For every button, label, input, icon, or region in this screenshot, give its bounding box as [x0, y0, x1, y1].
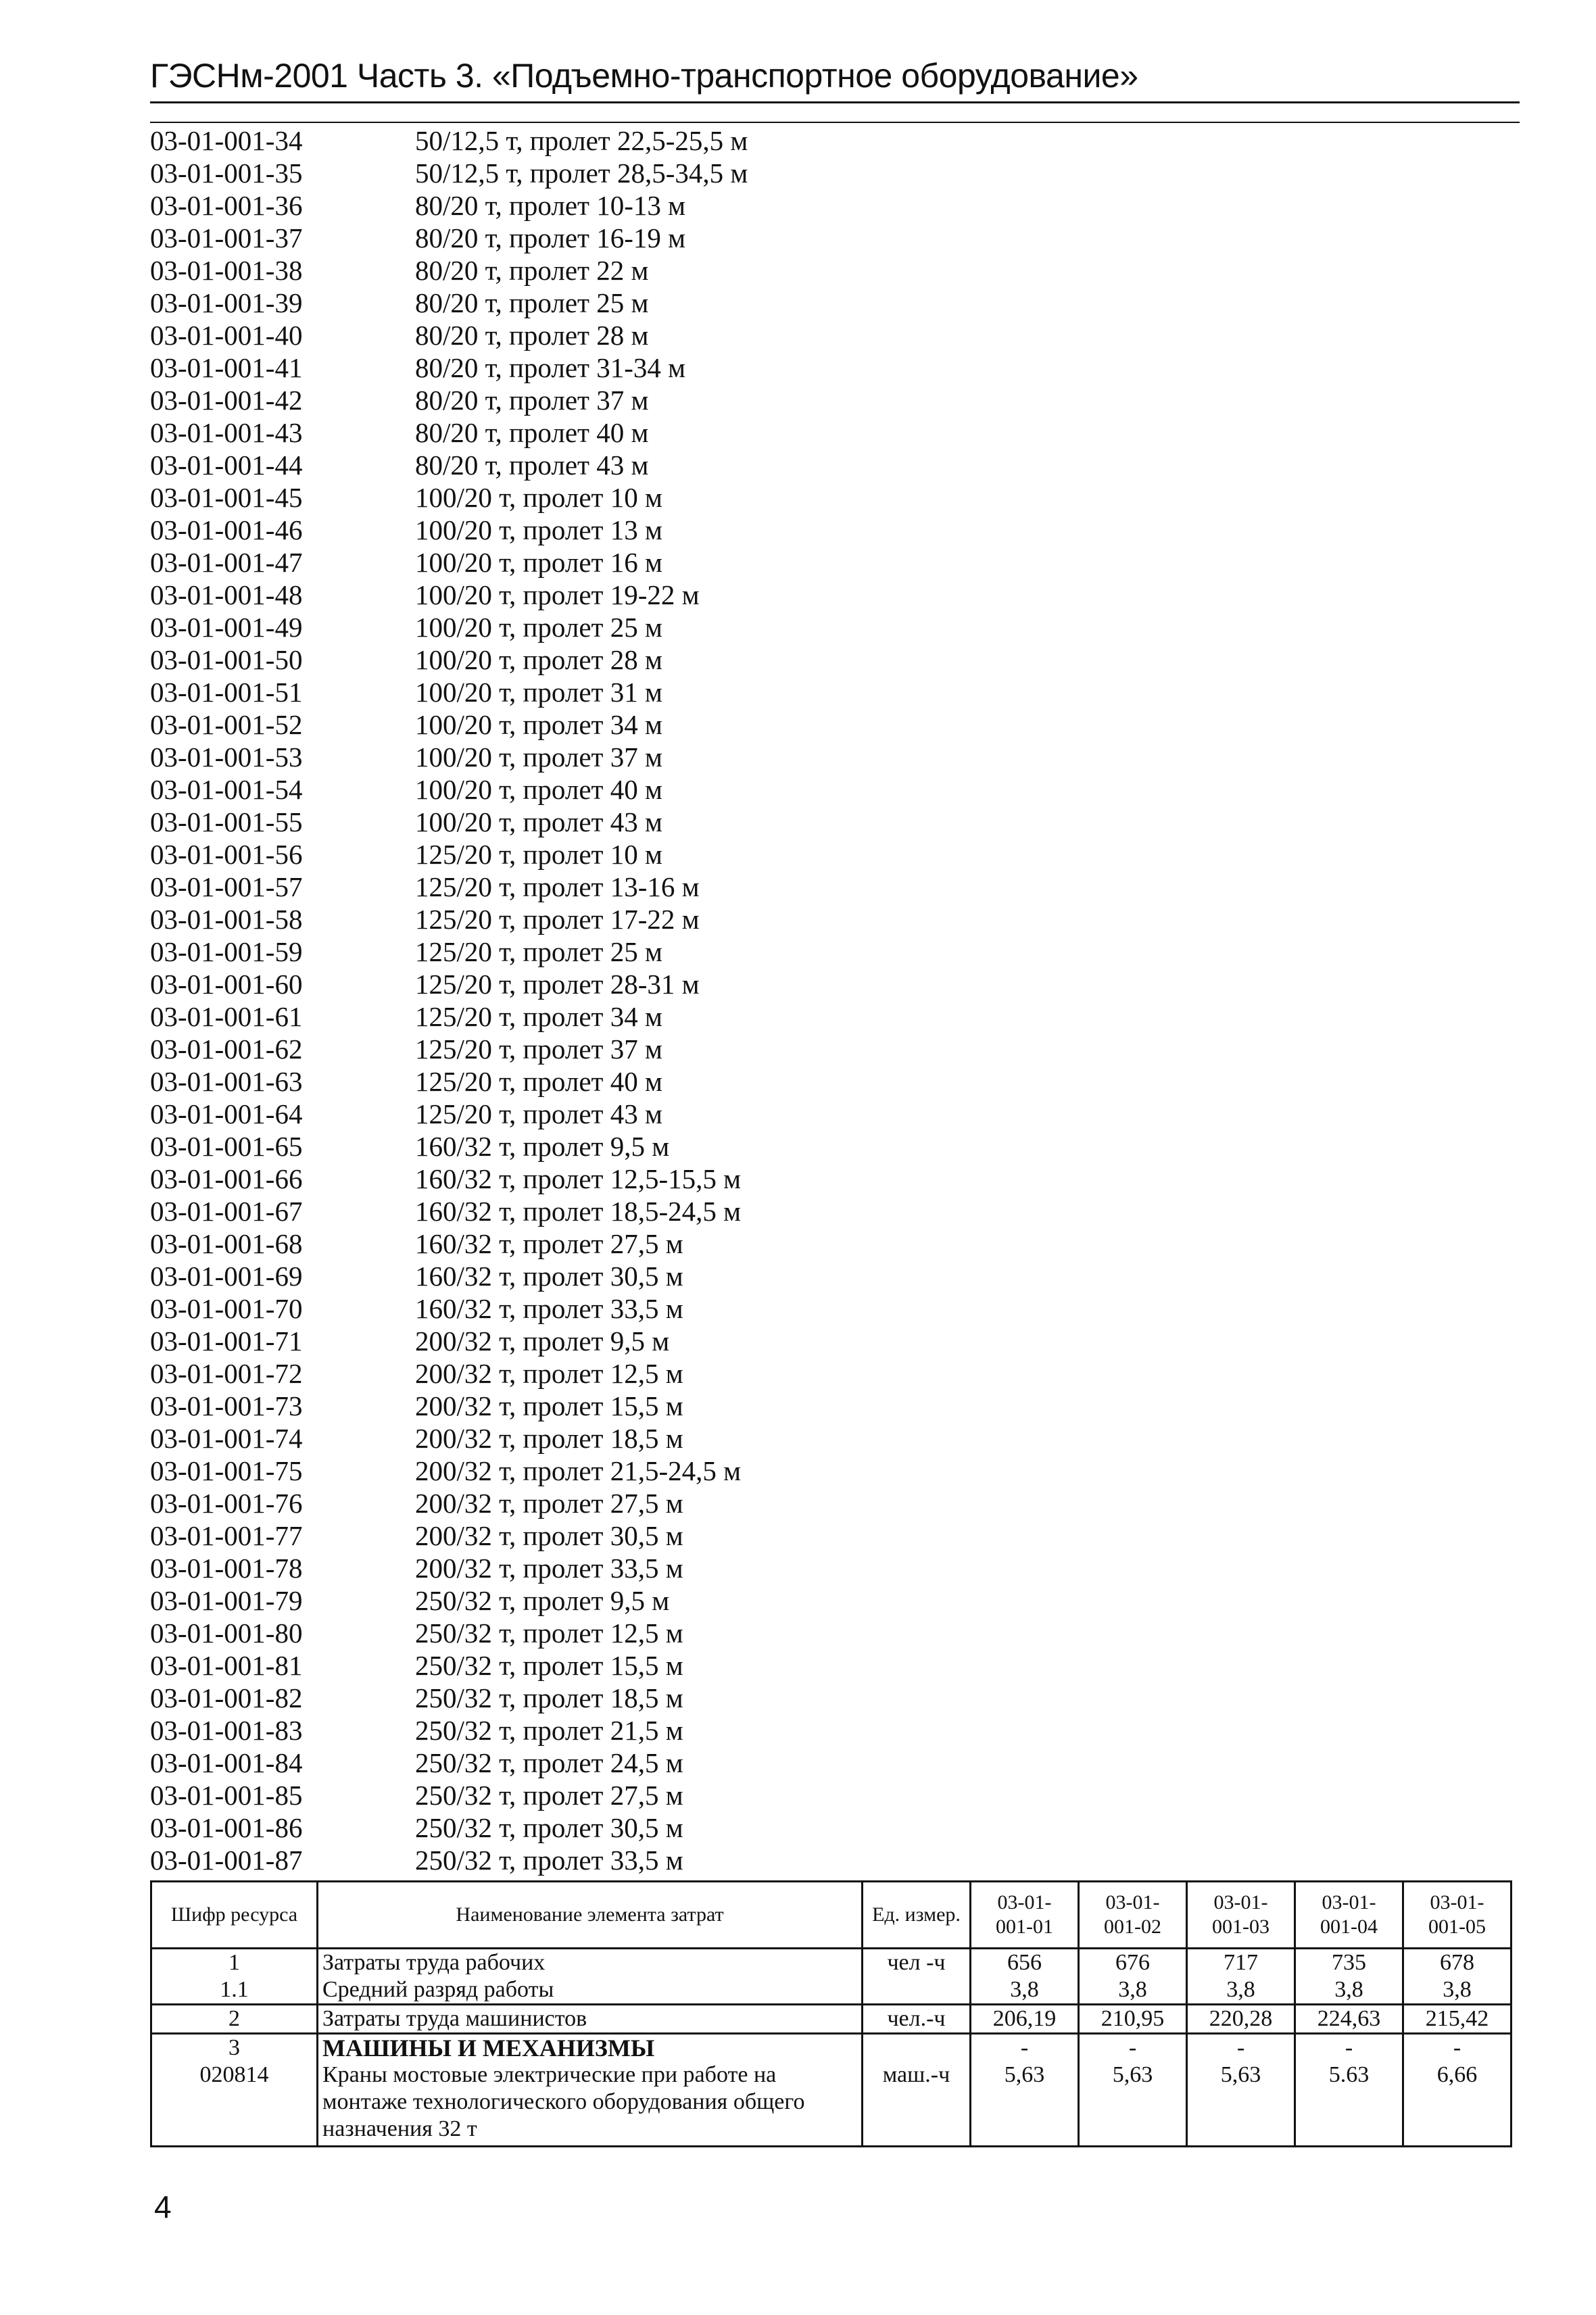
norm-code: 03-01-001-66	[150, 1163, 303, 1194]
code-list-item	[150, 481, 961, 514]
code-list-item	[150, 1033, 961, 1065]
cell-value: 735	[1295, 1949, 1403, 1977]
norm-description: 125/20 т, пролет 28-31 м	[415, 969, 700, 1000]
machine-name: Краны мостовые электрические при работе на монтаже технологического оборудования общего назначения 32 т	[322, 2062, 805, 2141]
cell-value: 210,95	[1079, 2005, 1187, 2034]
cell-value	[971, 2034, 1079, 2147]
cell-value: 3,8	[1295, 1976, 1403, 2005]
code-list-item	[150, 903, 961, 935]
code-list-item	[150, 514, 961, 546]
code-list-item	[150, 935, 961, 968]
cell-name	[318, 2034, 863, 2147]
norm-description: 80/20 т, пролет 37 м	[415, 385, 649, 416]
norm-code: 03-01-001-83	[150, 1715, 303, 1746]
code-list-item	[150, 1714, 961, 1747]
code-list-item	[150, 449, 961, 481]
norm-code: 03-01-001-38	[150, 255, 303, 286]
code-list-item	[150, 1844, 961, 1876]
norm-description: 250/32 т, пролет 30,5 м	[415, 1812, 683, 1843]
norm-description: 200/32 т, пролет 15,5 м	[415, 1390, 683, 1421]
cell-name: Средний разряд работы	[318, 1976, 863, 2005]
cell-unit	[863, 2034, 971, 2147]
norm-description: 100/20 т, пролет 34 м	[415, 709, 662, 740]
table-row	[151, 2034, 1512, 2147]
code-list-item	[150, 1552, 961, 1584]
norm-description: 200/32 т, пролет 27,5 м	[415, 1488, 683, 1519]
norm-code: 03-01-001-40	[150, 320, 303, 351]
norm-code: 03-01-001-46	[150, 514, 303, 545]
code-list-item	[150, 254, 961, 287]
norm-code: 03-01-001-79	[150, 1585, 303, 1616]
code-list-item	[150, 1455, 961, 1487]
norm-code: 03-01-001-69	[150, 1261, 303, 1292]
code-list-item	[150, 1617, 961, 1649]
cell-value: 678	[1403, 1949, 1512, 1977]
norm-code: 03-01-001-45	[150, 482, 303, 513]
norm-description: 125/20 т, пролет 10 м	[415, 839, 662, 870]
norm-description: 80/20 т, пролет 25 м	[415, 287, 649, 318]
code-list-item	[150, 351, 961, 384]
norm-description: 100/20 т, пролет 43 м	[415, 806, 662, 837]
norm-description: 125/20 т, пролет 17-22 м	[415, 904, 700, 935]
table-header-row	[151, 1882, 1512, 1949]
norm-code: 03-01-001-34	[150, 125, 303, 156]
norm-description: 160/32 т, пролет 27,5 м	[415, 1228, 683, 1259]
norm-description: 160/32 т, пролет 12,5-15,5 м	[415, 1163, 742, 1194]
norm-code: 03-01-001-44	[150, 449, 303, 481]
code-list-item	[150, 1195, 961, 1227]
machine-value: 5,63	[1112, 2062, 1153, 2087]
code-list-item	[150, 643, 961, 676]
code-list-item	[150, 1487, 961, 1519]
code-list-item	[150, 871, 961, 903]
header-unit: Ед. измер.	[863, 1882, 971, 1949]
section-title: МАШИНЫ И МЕХАНИЗМЫ	[322, 2034, 655, 2062]
header-col-5: 03-01- 001-05	[1403, 1882, 1512, 1949]
norm-code: 03-01-001-68	[150, 1228, 303, 1259]
norm-code: 03-01-001-47	[150, 547, 303, 578]
norm-code: 03-01-001-39	[150, 287, 303, 318]
norm-code: 03-01-001-71	[150, 1325, 303, 1357]
code-list-item	[150, 1649, 961, 1682]
cell-value: 676	[1079, 1949, 1187, 1977]
code-list-item	[150, 546, 961, 579]
code-list-item	[150, 157, 961, 189]
norm-description: 250/32 т, пролет 18,5 м	[415, 1682, 683, 1713]
norm-description: 200/32 т, пролет 12,5 м	[415, 1358, 683, 1389]
section-code: 3	[228, 2035, 240, 2060]
cell-value: 206,19	[971, 2005, 1079, 2034]
norm-code: 03-01-001-78	[150, 1553, 303, 1584]
norm-description: 100/20 т, пролет 13 м	[415, 514, 662, 545]
norm-description: 250/32 т, пролет 27,5 м	[415, 1780, 683, 1811]
norm-code: 03-01-001-53	[150, 741, 303, 773]
norm-description: 125/20 т, пролет 40 м	[415, 1066, 662, 1097]
norm-description: 200/32 т, пролет 21,5-24,5 м	[415, 1455, 742, 1486]
section-value: -	[1128, 2035, 1137, 2060]
code-list-item	[150, 968, 961, 1000]
norm-code: 03-01-001-73	[150, 1390, 303, 1421]
norm-description: 250/32 т, пролет 9,5 м	[415, 1585, 670, 1616]
norm-code: 03-01-001-36	[150, 190, 303, 221]
norm-description: 50/12,5 т, пролет 28,5-34,5 м	[415, 157, 748, 189]
code-list-item	[150, 676, 961, 708]
section-value: -	[1345, 2035, 1353, 2060]
norm-description: 200/32 т, пролет 9,5 м	[415, 1325, 670, 1357]
section-unit	[867, 2034, 965, 2062]
cell-value	[1187, 2034, 1295, 2147]
cell-name: Затраты труда машинистов	[318, 2005, 863, 2034]
page-header-title: ГЭСНм-2001 Часть 3. «Подъемно-транспортное оборудование»	[150, 57, 1138, 95]
norm-description: 80/20 т, пролет 40 м	[415, 417, 649, 448]
norm-code: 03-01-001-65	[150, 1131, 303, 1162]
norm-description: 100/20 т, пролет 28 м	[415, 644, 662, 675]
norm-description: 100/20 т, пролет 37 м	[415, 741, 662, 773]
code-list-item	[150, 287, 961, 319]
norm-code: 03-01-001-59	[150, 936, 303, 967]
norm-description: 80/20 т, пролет 16-19 м	[415, 222, 686, 253]
norm-code: 03-01-001-64	[150, 1098, 303, 1129]
norm-code: 03-01-001-61	[150, 1001, 303, 1032]
code-list-item	[150, 1519, 961, 1552]
norm-code: 03-01-001-49	[150, 612, 303, 643]
code-list-item	[150, 806, 961, 838]
table-row	[151, 1976, 1512, 2005]
code-list-item	[150, 838, 961, 871]
code-list-item	[150, 1163, 961, 1195]
code-list-item	[150, 1682, 961, 1714]
norm-code: 03-01-001-52	[150, 709, 303, 740]
norm-code: 03-01-001-74	[150, 1423, 303, 1454]
norm-code: 03-01-001-85	[150, 1780, 303, 1811]
code-list-item	[150, 222, 961, 254]
norm-description: 125/20 т, пролет 13-16 м	[415, 871, 700, 902]
cell-value: 224,63	[1295, 2005, 1403, 2034]
norm-description: 100/20 т, пролет 31 м	[415, 677, 662, 708]
code-list-item	[150, 319, 961, 351]
code-list-item	[150, 1292, 961, 1325]
norm-code: 03-01-001-41	[150, 352, 303, 383]
norm-description: 250/32 т, пролет 15,5 м	[415, 1650, 683, 1681]
cell-value: 3,8	[1187, 1976, 1295, 2005]
header-col-4: 03-01- 001-04	[1295, 1882, 1403, 1949]
norm-code: 03-01-001-35	[150, 157, 303, 189]
norm-code: 03-01-001-51	[150, 677, 303, 708]
norm-code: 03-01-001-43	[150, 417, 303, 448]
code-list-item	[150, 416, 961, 449]
norm-code: 03-01-001-76	[150, 1488, 303, 1519]
code-list-item	[150, 579, 961, 611]
code-list-item	[150, 384, 961, 416]
section-value: -	[1236, 2035, 1245, 2060]
norm-code: 03-01-001-58	[150, 904, 303, 935]
machine-value: 5.63	[1328, 2062, 1370, 2087]
cell-value	[1295, 2034, 1403, 2147]
cell-code: 2	[151, 2005, 318, 2034]
norm-description: 100/20 т, пролет 19-22 м	[415, 579, 700, 610]
header-resource-code: Шифр ресурса	[151, 1882, 318, 1949]
norm-code: 03-01-001-72	[150, 1358, 303, 1389]
code-list-item	[150, 1747, 961, 1779]
code-list-item	[150, 1357, 961, 1390]
norm-code: 03-01-001-84	[150, 1747, 303, 1778]
norm-code: 03-01-001-50	[150, 644, 303, 675]
norm-code: 03-01-001-87	[150, 1845, 303, 1876]
cell-code: 1	[151, 1949, 318, 1977]
cell-value: 3,8	[971, 1976, 1079, 2005]
code-list-item	[150, 1065, 961, 1098]
norm-code: 03-01-001-67	[150, 1196, 303, 1227]
norm-code: 03-01-001-37	[150, 222, 303, 253]
norm-description: 125/20 т, пролет 25 м	[415, 936, 662, 967]
norm-description: 160/32 т, пролет 18,5-24,5 м	[415, 1196, 742, 1227]
cell-value: 3,8	[1403, 1976, 1512, 2005]
norm-description: 160/32 т, пролет 30,5 м	[415, 1261, 683, 1292]
header-divider-secondary	[150, 122, 1520, 123]
norm-description: 80/20 т, пролет 22 м	[415, 255, 649, 286]
norm-description: 200/32 т, пролет 30,5 м	[415, 1520, 683, 1551]
cell-unit: чел.-ч	[863, 2005, 971, 2034]
code-list-item	[150, 124, 961, 157]
machine-value: 6,66	[1436, 2062, 1478, 2087]
norm-description: 80/20 т, пролет 28 м	[415, 320, 649, 351]
code-list-item	[150, 1390, 961, 1422]
machine-code: 020814	[199, 2062, 269, 2087]
norm-description: 100/20 т, пролет 25 м	[415, 612, 662, 643]
norm-code: 03-01-001-63	[150, 1066, 303, 1097]
norm-code: 03-01-001-62	[150, 1033, 303, 1065]
code-list-item	[150, 708, 961, 741]
norm-code: 03-01-001-82	[150, 1682, 303, 1713]
cell-value: 220,28	[1187, 2005, 1295, 2034]
machine-value: 5,63	[1004, 2062, 1045, 2087]
code-list-item	[150, 1779, 961, 1811]
table-row	[151, 1949, 1512, 1977]
norm-description: 250/32 т, пролет 21,5 м	[415, 1715, 683, 1746]
code-list-item	[150, 1325, 961, 1357]
code-list-item	[150, 189, 961, 222]
code-list-item	[150, 1422, 961, 1455]
header-col-2: 03-01- 001-02	[1079, 1882, 1187, 1949]
norm-description: 200/32 т, пролет 33,5 м	[415, 1553, 683, 1584]
cell-value: 3,8	[1079, 1976, 1187, 2005]
norm-code: 03-01-001-42	[150, 385, 303, 416]
machine-unit: маш.-ч	[882, 2062, 950, 2087]
code-list-item	[150, 1227, 961, 1260]
norm-code: 03-01-001-57	[150, 871, 303, 902]
section-value: -	[1020, 2035, 1029, 2060]
norm-description: 125/20 т, пролет 34 м	[415, 1001, 662, 1032]
code-list-item	[150, 1098, 961, 1130]
code-list-item	[150, 1260, 961, 1292]
norm-description: 250/32 т, пролет 12,5 м	[415, 1617, 683, 1649]
norm-description: 100/20 т, пролет 10 м	[415, 482, 662, 513]
norm-description: 125/20 т, пролет 43 м	[415, 1098, 662, 1129]
norm-code: 03-01-001-77	[150, 1520, 303, 1551]
norm-code: 03-01-001-60	[150, 969, 303, 1000]
norm-code-list	[150, 124, 961, 1876]
cell-code	[151, 2034, 318, 2147]
code-list-item	[150, 611, 961, 643]
code-list-item	[150, 1811, 961, 1844]
code-list-item	[150, 1130, 961, 1163]
norm-description: 200/32 т, пролет 18,5 м	[415, 1423, 683, 1454]
cell-unit	[863, 1976, 971, 2005]
norm-description: 100/20 т, пролет 40 м	[415, 774, 662, 805]
section-value: -	[1453, 2035, 1461, 2060]
norm-code: 03-01-001-80	[150, 1617, 303, 1649]
norm-description: 250/32 т, пролет 24,5 м	[415, 1747, 683, 1778]
code-list-item	[150, 1000, 961, 1033]
header-cost-element: Наименование элемента затрат	[318, 1882, 863, 1949]
machine-value: 5,63	[1220, 2062, 1261, 2087]
cell-unit: чел -ч	[863, 1949, 971, 1977]
norm-description: 50/12,5 т, пролет 22,5-25,5 м	[415, 125, 748, 156]
norm-description: 160/32 т, пролет 33,5 м	[415, 1293, 683, 1324]
norm-code: 03-01-001-54	[150, 774, 303, 805]
table-row	[151, 2005, 1512, 2034]
cell-value	[1079, 2034, 1187, 2147]
norm-code: 03-01-001-55	[150, 806, 303, 837]
norm-description: 100/20 т, пролет 16 м	[415, 547, 662, 578]
norm-description: 80/20 т, пролет 43 м	[415, 449, 649, 481]
cell-value: 717	[1187, 1949, 1295, 1977]
header-divider	[150, 101, 1520, 103]
code-list-item	[150, 773, 961, 806]
header-col-3: 03-01- 001-03	[1187, 1882, 1295, 1949]
header-col-1: 03-01- 001-01	[971, 1882, 1079, 1949]
norm-code: 03-01-001-56	[150, 839, 303, 870]
page-number: 4	[154, 2189, 172, 2224]
norm-code: 03-01-001-70	[150, 1293, 303, 1324]
cell-value	[1403, 2034, 1512, 2147]
norm-description: 80/20 т, пролет 31-34 м	[415, 352, 686, 383]
norm-code: 03-01-001-48	[150, 579, 303, 610]
resource-table	[150, 1880, 1512, 2147]
cell-code: 1.1	[151, 1976, 318, 2005]
norm-description: 80/20 т, пролет 10-13 м	[415, 190, 686, 221]
cell-name: Затраты труда рабочих	[318, 1949, 863, 1977]
norm-description: 160/32 т, пролет 9,5 м	[415, 1131, 670, 1162]
norm-code: 03-01-001-75	[150, 1455, 303, 1486]
code-list-item	[150, 741, 961, 773]
norm-code: 03-01-001-86	[150, 1812, 303, 1843]
cell-value: 215,42	[1403, 2005, 1512, 2034]
norm-code: 03-01-001-81	[150, 1650, 303, 1681]
norm-description: 125/20 т, пролет 37 м	[415, 1033, 662, 1065]
norm-description: 250/32 т, пролет 33,5 м	[415, 1845, 683, 1876]
cell-value: 656	[971, 1949, 1079, 1977]
code-list-item	[150, 1584, 961, 1617]
